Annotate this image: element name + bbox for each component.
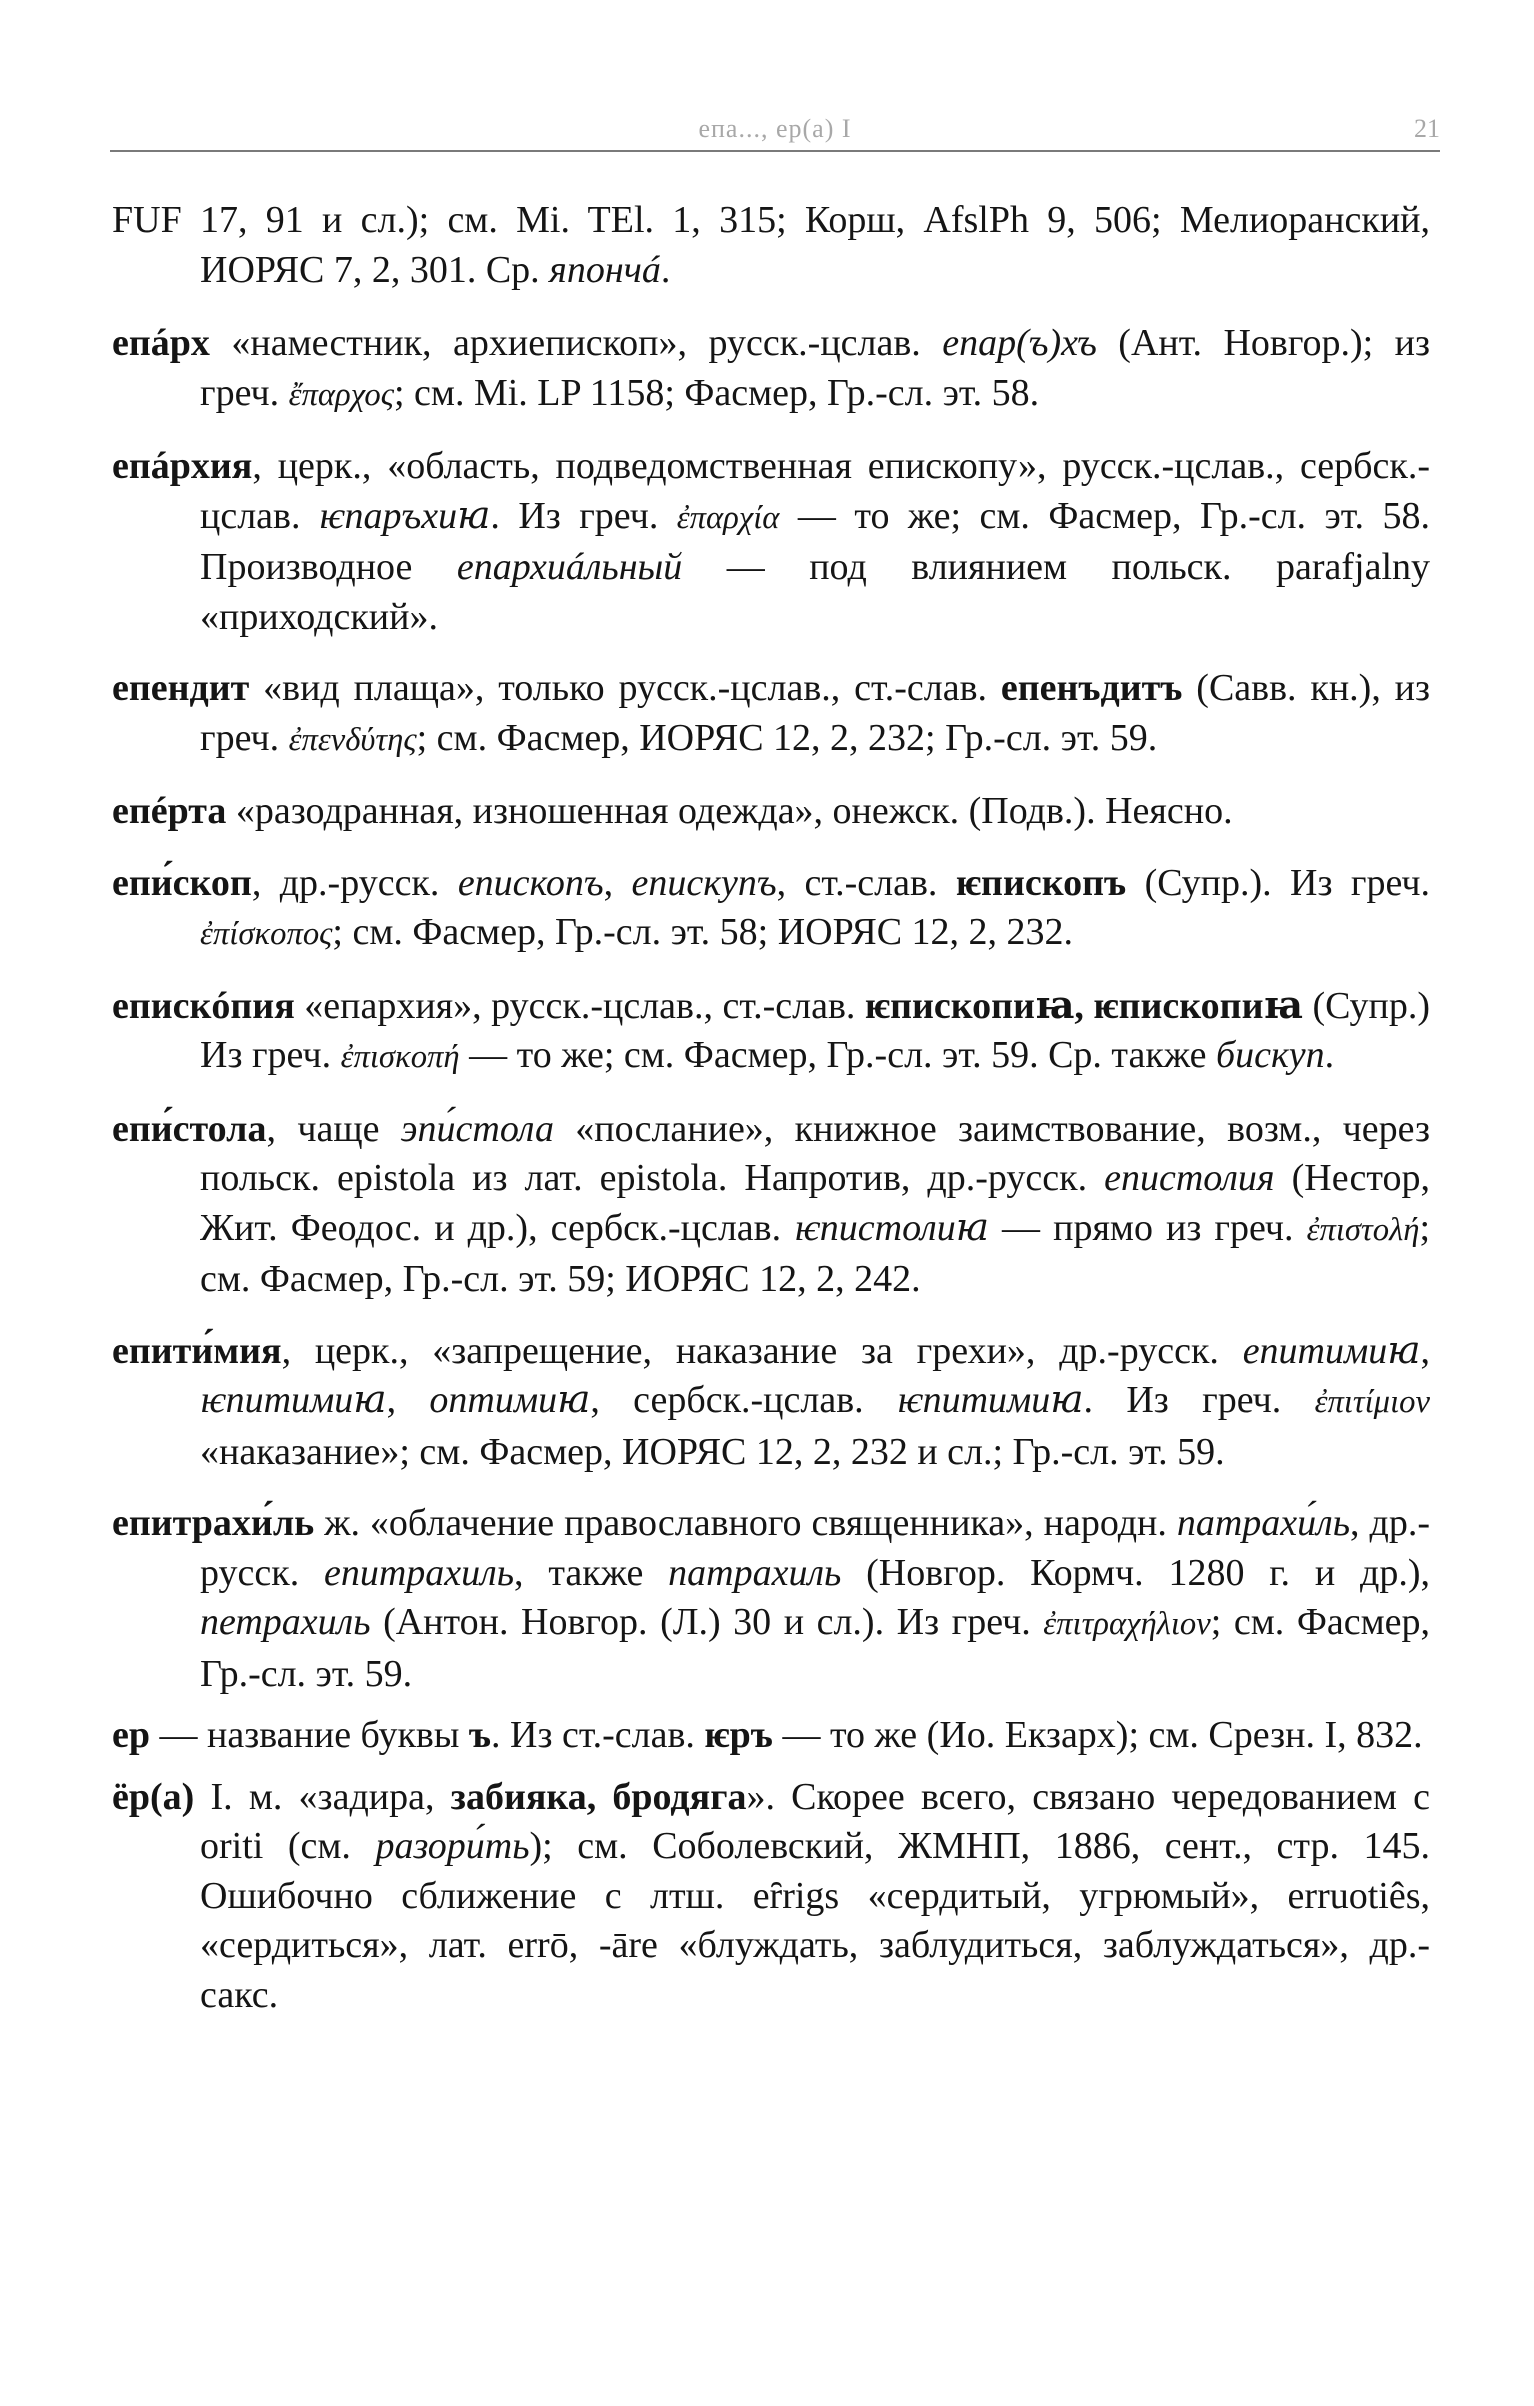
entry-text: . Из ст.-слав. (491, 1714, 705, 1756)
italic-form: оптимиꙗ (429, 1379, 591, 1421)
greek-form: ἐπενδύτης (288, 721, 417, 758)
entry-text: (Ант. Новгор.); из греч. (200, 322, 1430, 414)
dictionary-entry (112, 319, 1430, 420)
entry-text: — прямо из греч. (988, 1206, 1307, 1249)
greek-form: ἐπισκοπή (340, 1039, 460, 1075)
headword: епендит (112, 667, 250, 709)
italic-form: патрахиль (668, 1551, 842, 1594)
italic-form: епархиáльный (456, 546, 683, 588)
italic-form: эпи́стола (400, 1107, 554, 1150)
page-number: 21 (1414, 114, 1440, 143)
entry-text: ». Скорее всего, связано чередованием с oriti (см. (200, 1775, 1430, 1867)
bold-form: забияка, бродяга (450, 1775, 747, 1818)
italic-form: епитимиꙗ (1242, 1329, 1421, 1372)
italic-form: петрахиль (200, 1601, 371, 1643)
dictionary-entry (112, 1327, 1430, 1478)
headword: епискóпия (112, 984, 295, 1027)
dictionary-entries (112, 196, 1430, 2042)
headword: епи́стола (112, 1107, 267, 1150)
entry-text: «епархия», русск.-цслав., ст.-слав. (294, 984, 865, 1027)
entry-text: . Из греч. (1083, 1379, 1315, 1421)
entry-text: — то же (Ио. Екзарх); см. Срезн. I, 832. (772, 1714, 1423, 1756)
italic-form: епископъ (457, 861, 604, 904)
dictionary-entry (112, 1105, 1430, 1305)
italic-form: япончá (549, 248, 661, 291)
dictionary-entry (112, 442, 1430, 642)
entry-text: ; см. Фасмер, Гр.-сл. эт. 59; ИОРЯС 12, 2, 242. (200, 1206, 1430, 1300)
entry-text: — то же; см. Фасмер, Гр.-сл. эт. 58. Производное (200, 494, 1430, 588)
entry-text: . Из греч. (490, 494, 677, 537)
entry-text: . (1324, 1034, 1335, 1076)
italic-form: ѥпистолиꙗ (794, 1206, 989, 1249)
entry-text: , чаще (266, 1107, 401, 1150)
greek-form: ἐπίσκοπος (200, 916, 333, 952)
headword: ер (112, 1714, 150, 1756)
entry-text: , др.-русск. (200, 1502, 1430, 1594)
greek-form: ἐπιστολή (1306, 1211, 1420, 1248)
bold-form: ѥпископъ (955, 861, 1127, 904)
entry-text: , также (514, 1551, 669, 1594)
entry-text: , др.-русск. (251, 861, 458, 904)
entry-text: , сербск.-цслав. (590, 1379, 897, 1421)
bold-form: ъ (468, 1714, 492, 1756)
entry-text: (Нестор, Жит. Феодос. и др.), сербск.-цслав. (200, 1157, 1430, 1249)
entry-text: FUF 17, 91 и сл.); см. Mi. TEl. 1, 315; Корш, AfslPh 9, 506; Мелиоранский, ИОРЯС 7, 2, 301. Ср. (112, 199, 1430, 291)
dictionary-entry (112, 982, 1430, 1083)
italic-form: бискуп (1215, 1034, 1325, 1076)
entry-text: (Супр.). Из греч. (1126, 861, 1430, 904)
bold-form: епенъдитъ (1000, 667, 1183, 709)
bold-form: ѥпископиꙗ, ѥпископиꙗ (864, 984, 1303, 1027)
dictionary-entry (112, 787, 1430, 837)
running-head (110, 110, 1440, 152)
entry-text: ; см. Фасмер, Гр.-сл. эт. 58; ИОРЯС 12, 2, 232. (332, 911, 1074, 953)
italic-form: епискупъ (631, 861, 777, 904)
italic-form: ѥпаръхиꙗ (318, 494, 491, 537)
greek-form: ἐπαρχία (676, 499, 780, 536)
entry-text: ; см. Фасмер, ИОРЯС 12, 2, 232; Гр.-сл. эт. 59. (416, 716, 1158, 759)
entry-text: «вид плаща», только русск.-цслав., ст.-слав. (249, 667, 1001, 709)
running-title: епа..., ер(а) I (698, 114, 852, 143)
entry-text: , ст.-слав. (776, 861, 956, 904)
entry-text: — под влиянием польск. parafjalny «приходский». (200, 546, 1430, 638)
headword: епáрх (112, 322, 210, 364)
entry-text: «разодранная, изношенная одежда», онежск. (Подв.). Неясно. (226, 790, 1233, 832)
dictionary-entry (112, 859, 1430, 960)
entry-text: . (660, 248, 671, 291)
italic-form: патрахи́ль (1176, 1502, 1351, 1544)
italic-form: епар(ъ)хъ (942, 322, 1097, 364)
entry-text: , (603, 861, 632, 904)
entry-text: (Антон. Новгор. (Л.) 30 и сл.). Из греч. (370, 1601, 1044, 1643)
entry-text: «наказание»; см. Фасмер, ИОРЯС 12, 2, 232 и сл.; Гр.-сл. эт. 59. (200, 1430, 1225, 1473)
entry-text: , (386, 1379, 430, 1421)
entry-text: I. м. «задира, (194, 1775, 451, 1818)
italic-form: епитрахиль (324, 1551, 515, 1594)
entry-text: ); см. Соболевский, ЖМНП, 1886, сент., стр. 145. Ошибочно сближение с лтш. eȓrigs «сердитый, угрюмый», erruotiês, «сердиться», лат. errō, -āre «блуждать, заблудиться, заблуждаться», др.-сакс. (200, 1825, 1430, 2016)
italic-form: ѥпитимиꙗ (200, 1379, 387, 1421)
greek-form: ἔπαρχος (288, 376, 394, 413)
dictionary-entry (112, 664, 1430, 765)
entry-text: (Савв. кн.), из греч. (200, 667, 1430, 759)
dictionary-entry (112, 196, 1430, 295)
headword: ёр(а) (112, 1775, 195, 1818)
headword: епáрхия (112, 445, 253, 487)
headword: епити́мия (112, 1329, 282, 1372)
entry-text: «послание», книжное заимствование, возм., через польск. epistola из лат. epistola. Напротив, др.-русск. (200, 1107, 1430, 1199)
entry-text: (Супр.) Из греч. (200, 984, 1430, 1076)
entry-text: , церк., «запрещение, наказание за грехи», др.-русск. (281, 1329, 1243, 1372)
dictionary-entry (112, 1499, 1430, 1699)
italic-form: разори́ть (375, 1825, 530, 1867)
entry-text: ж. «облачение православного священника», народн. (314, 1502, 1177, 1544)
headword: епи́скоп (112, 861, 252, 904)
entry-text: «наместник, архиепископ», русск.-цслав. (209, 322, 943, 364)
italic-form: ѥпитимиꙗ (896, 1379, 1084, 1421)
entry-text: , церк., «область, подведомственная епископу», русск.-цслав., сербск.-цслав. (200, 445, 1430, 537)
entry-text: — название буквы (150, 1714, 469, 1756)
headword: епитрахи́ль (112, 1502, 315, 1544)
greek-form: ἐπιτραχήλιον (1043, 1606, 1211, 1642)
entry-text: (Новгор. Кормч. 1280 г. и др.), (841, 1551, 1430, 1594)
headword: епéрта (112, 790, 227, 832)
entry-text: — то же; см. Фасмер, Гр.-сл. эт. 59. Ср. также (459, 1034, 1216, 1076)
entry-text: , (1420, 1329, 1430, 1372)
entry-text: ; см. Фасмер, Гр.-сл. эт. 59. (200, 1601, 1430, 1695)
dictionary-entry (112, 1711, 1430, 1761)
greek-form: ἐπιτίμιον (1314, 1384, 1430, 1420)
bold-form: ѥръ (704, 1714, 773, 1756)
dictionary-entry (112, 1773, 1430, 2021)
italic-form: епистолия (1104, 1157, 1275, 1199)
entry-text: ; см. Mi. LP 1158; Фасмер, Гр.-сл. эт. 58. (393, 371, 1040, 414)
